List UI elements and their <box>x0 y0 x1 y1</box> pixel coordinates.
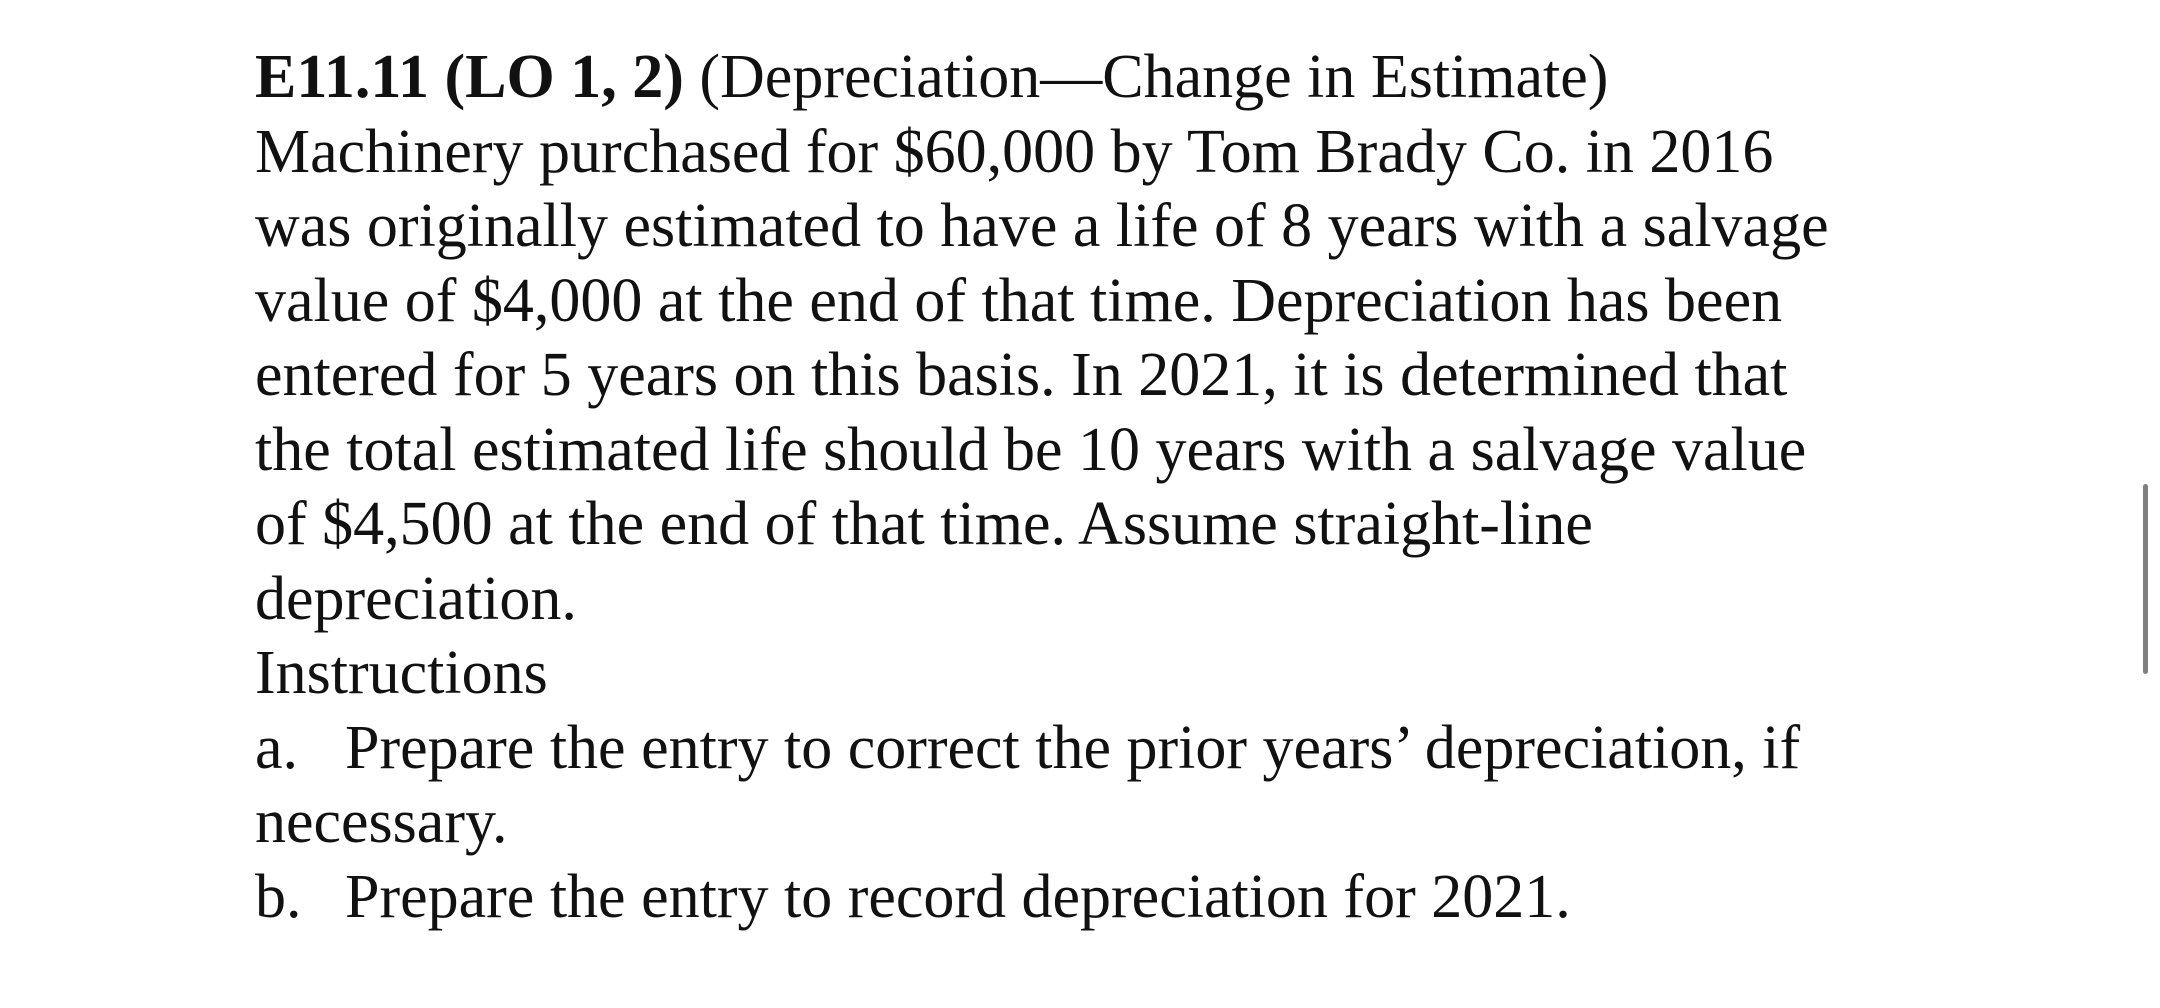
instruction-text-a: Prepare the entry to correct the prior years’ depreciation, if <box>345 713 1801 782</box>
instruction-item-a <box>255 711 1895 786</box>
exercise-title <box>255 40 1895 115</box>
instruction-text-b: Prepare the entry to record depreciation for 2021. <box>345 862 1571 931</box>
body-line: depreciation. <box>255 564 577 633</box>
exercise-document <box>255 40 1895 934</box>
body-line: entered for 5 years on this basis. In 2021, it is determined that <box>255 341 1788 409</box>
body-line: was originally estimated to have a life of 8 years with a salvage <box>255 192 1829 260</box>
body-line: Machinery purchased for $60,000 by Tom Brady Co. in 2016 <box>255 117 1774 186</box>
body-line: of $4,500 at the end of that time. Assume straight-line <box>255 490 1593 558</box>
exercise-id: E11.11 (LO 1, 2) <box>255 43 684 111</box>
exercise-topic: (Depreciation—Change in Estimate) <box>699 43 1609 111</box>
instruction-marker-a: a. <box>255 713 299 782</box>
instructions-heading: Instructions <box>255 639 548 707</box>
instruction-item-b <box>255 860 1895 935</box>
body-line: value of $4,000 at the end of that time. Depreciation has been <box>255 266 1783 335</box>
vertical-scrollbar-thumb[interactable] <box>2143 484 2148 674</box>
instruction-marker-b: b. <box>255 862 302 931</box>
instruction-item-a-continued: necessary. <box>255 788 508 856</box>
body-line: the total estimated life should be 10 years with a salvage value <box>255 415 1807 484</box>
